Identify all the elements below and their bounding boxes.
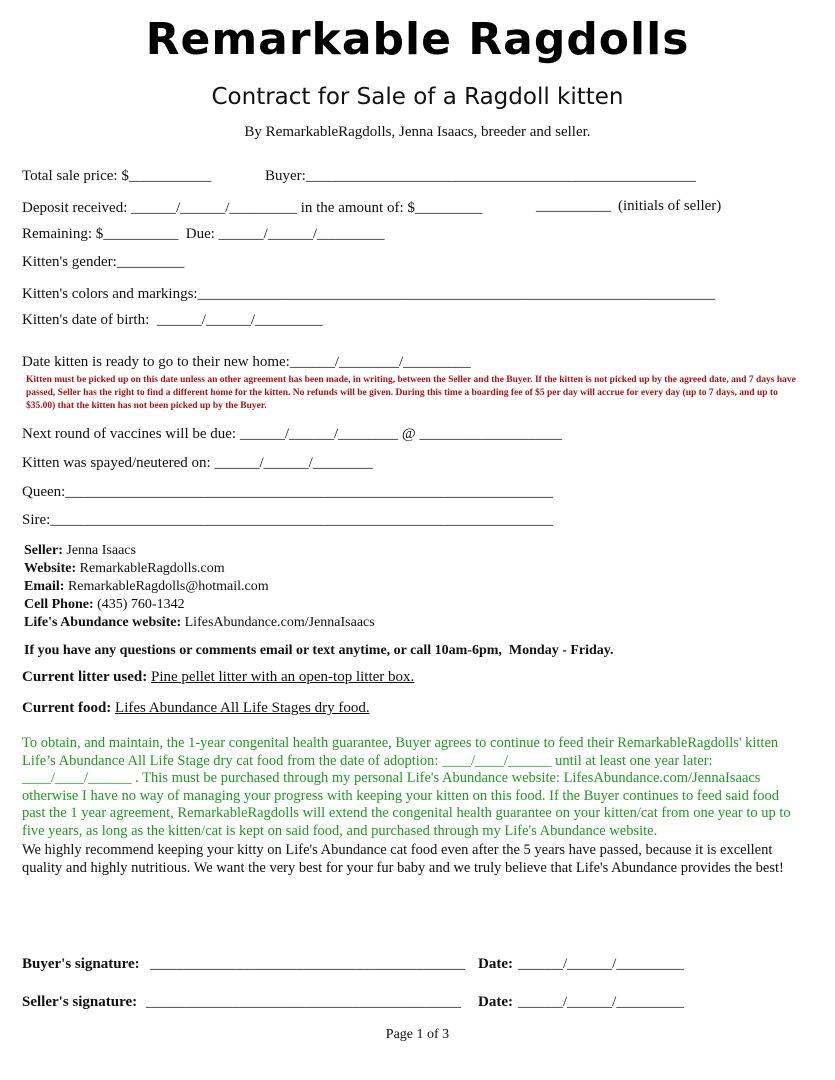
phone-line <box>24 597 185 613</box>
byline: By RemarkableRagdolls, Jenna Isaacs, breeder and seller. <box>244 124 591 140</box>
date-of-birth-field: Kitten's date of birth: ______/______/_________ <box>22 312 323 328</box>
buyer-signature-line: __________________________________________ <box>150 956 465 972</box>
health-guarantee-paragraph: To obtain, and maintain, the 1-year congenital health guarantee, Buyer agrees to continue to feed their RemarkableRagdolls' kitten Life’s Abundance All Life Stage dry cat food from the date of adoption: ____/____/______ until at least one year later: ____/____/______ . This must be purchased through my personal Life's Abundance website: LifesAbundance.com/JennaIsaacs otherwise I have no way of managing your progress with keeping your kitten on this food. If the Buyer continues to feed said food past the 1 year agreement, RemarkableRagdolls will extend the congenital health guarantee on your kitten/cat from one year to up to five years, as long as the kitten/cat is kept on said food, and purchased through my Life's Abundance website. <box>22 735 791 839</box>
website-label: Website: <box>24 561 77 576</box>
buyer-date-line: ______/______/_________ <box>518 956 684 972</box>
buyer-field: Buyer:____________________________________________________ <box>265 168 696 184</box>
contract-subtitle: Contract for Sale of a Ragdoll kitten <box>211 84 624 110</box>
seller-initials-label: (initials of seller) <box>618 198 722 214</box>
seller-date-line: ______/______/_________ <box>518 994 684 1010</box>
deposit-field: Deposit received: ______/______/_________ in the amount of: $_________ <box>22 200 483 216</box>
spay-neuter-field: Kitten was spayed/neutered on: ______/______/________ <box>22 455 373 471</box>
email-label: Email: <box>24 579 65 594</box>
food-label: Current food: <box>22 700 112 716</box>
seller-signature-label: Seller's signature: <box>22 994 138 1010</box>
seller-line <box>24 543 136 559</box>
website-line <box>24 561 225 577</box>
website-value: RemarkableRagdolls.com <box>76 561 225 576</box>
food-value: Lifes Abundance All Life Stages dry food. <box>115 700 370 716</box>
buyer-signature-label: Buyer's signature: <box>22 956 140 972</box>
seller-signature-line: __________________________________________ <box>146 994 461 1010</box>
page-title: Remarkable Ragdolls <box>145 14 690 65</box>
seller-value: Jenna Isaacs <box>62 543 136 558</box>
email-line <box>24 579 269 595</box>
gender-field: Kitten's gender:_________ <box>22 254 185 270</box>
remaining-field: Remaining: $__________ Due: ______/______/_________ <box>22 226 385 242</box>
colors-markings-field: Kitten's colors and markings:_____________________________________________________________________ <box>22 286 716 302</box>
litter-label: Current litter used: <box>22 669 148 685</box>
pickup-notice: Kitten must be picked up on this date unless an other agreement has been made, in writing, between the Seller and the Buyer. If the kitten is not picked up by the agreed date, and 7 days have passed, Seller has the right to find a different home for the kitten. No refunds will be given. During this time a boarding fee of $5 per day will accrue for every day (up to 7 days, and up to $35.00) that the kitten has not been picked up by the Buyer. <box>26 375 796 411</box>
current-food-line <box>22 700 370 717</box>
litter-value: Pine pellet litter with an open-top litter box. <box>151 669 415 685</box>
ready-date-field: Date kitten is ready to go to their new home:______/________/_________ <box>22 354 471 370</box>
phone-label: Cell Phone: <box>24 597 94 612</box>
contact-note: If you have any questions or comments email or text anytime, or call 10am-6pm, Monday - Friday. <box>24 643 614 658</box>
current-litter-line <box>22 669 414 686</box>
phone-value: (435) 760-1342 <box>93 597 185 612</box>
page-number: Page 1 of 3 <box>385 1027 450 1042</box>
sire-field: Sire:___________________________________________________________________ <box>22 512 553 528</box>
seller-date-label: Date: <box>478 994 513 1010</box>
seller-initials-blank: __________ <box>536 198 611 214</box>
email-value: RemarkableRagdolls@hotmail.com <box>64 579 269 594</box>
lifes-abundance-label: Life's Abundance website: <box>24 615 182 630</box>
seller-label: Seller: <box>24 543 63 558</box>
food-recommendation-paragraph: We highly recommend keeping your kitty on Life's Abundance cat food even after the 5 years have passed, because it is excellent quality and highly nutritious. We want the very best for your fur baby and we truly believe that Life's Abundance provides the best! <box>22 842 784 876</box>
lifes-abundance-line <box>24 615 375 631</box>
buyer-date-label: Date: <box>478 956 513 972</box>
queen-field: Queen:_________________________________________________________________ <box>22 484 553 500</box>
lifes-abundance-value: LifesAbundance.com/JennaIsaacs <box>181 615 375 630</box>
vaccines-due-field: Next round of vaccines will be due: ______/______/________ @ ___________________ <box>22 426 562 442</box>
total-sale-price-field: Total sale price: $___________ <box>22 168 212 184</box>
